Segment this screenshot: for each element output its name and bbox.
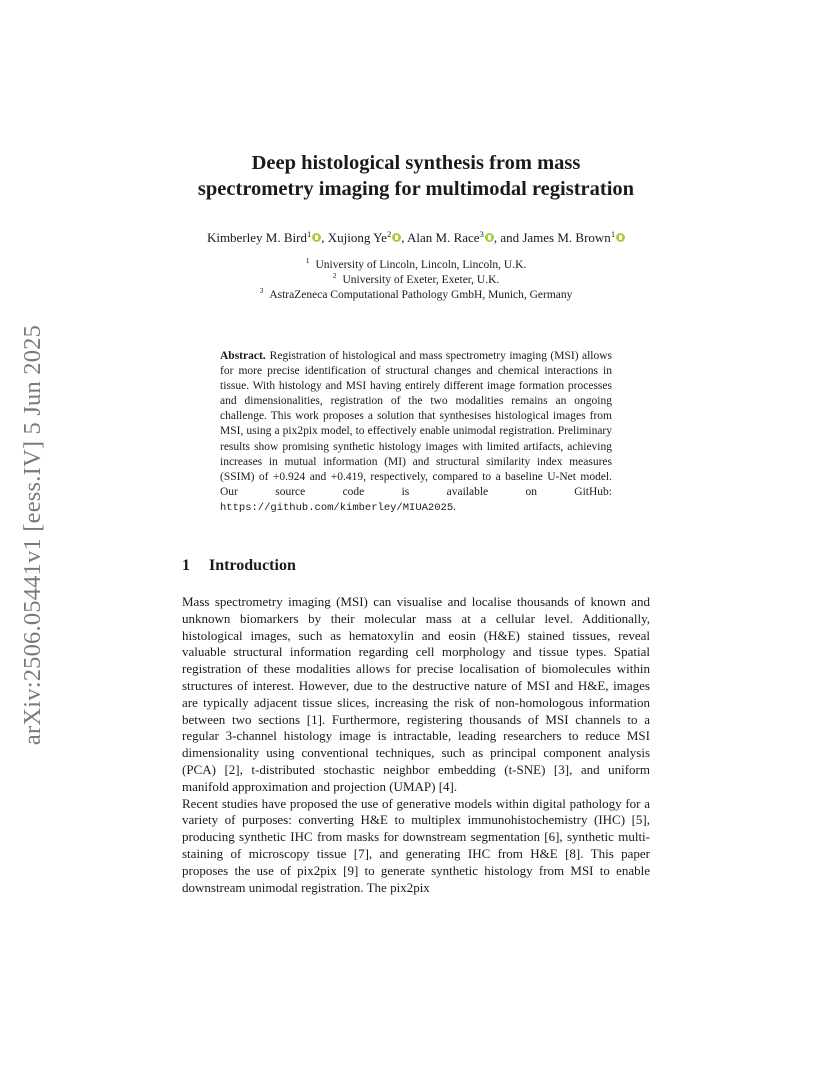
- author: Alan M. Race$^3$: [407, 230, 494, 245]
- orcid-icon[interactable]: [485, 233, 494, 242]
- section-title: Introduction: [209, 557, 296, 574]
- paragraph: Recent studies have proposed the use of generative models within digital pathology for a variety of purposes: converting H&E to multiplex immunohistochemistry (IHC) [5], producing synthetic IHC from masks for downstream segmentation [6], synthetic multi-staining of microscopy tissue [7], and generating IHC from H&E [8]. This paper proposes the use of pix2pix [9] to generate synthetic histology from MSI to enable downstream unimodal registration. The pix2pix: [182, 795, 650, 895]
- affiliation: $^1$ University of Lincoln, Lincoln, Lincoln, U.K.: [305, 256, 527, 271]
- author-affil-mark: 1: [306, 229, 312, 239]
- title-line-2: spectrometry imaging for multimodal registration: [197, 178, 635, 200]
- author-affil-mark: 1: [610, 229, 616, 239]
- abstract-label: Abstract.: [220, 350, 266, 362]
- github-link[interactable]: https://github.com/kimberley/MIUA2025: [220, 501, 454, 514]
- orcid-icon[interactable]: [312, 233, 321, 242]
- arxiv-identifier-stamp: [13, 300, 53, 770]
- author-separator: , and: [493, 230, 523, 245]
- author-separator: ,: [401, 230, 407, 245]
- section-heading: [182, 556, 296, 576]
- author-separator: ,: [321, 230, 328, 245]
- body-text: [182, 594, 650, 896]
- author-list: [140, 229, 692, 246]
- title-line-1: Deep histological synthesis from mass: [251, 152, 581, 174]
- paragraph: Mass spectrometry imaging (MSI) can visualise and localise thousands of known and unknown biomarkers by their molecular mass at a cellular level. Additionally, histological images, such as hematoxylin and eosin (H&E) stained tissues, reveal valuable structural information regarding cell morphology and tissue types. Spatial registration of these modalities allows for precise localisation of biomolecules within structures of interest. However, due to the destructive nature of MSI and H&E, images are typically adjacent tissue slices, increasing the risk of non-homologous information between two sections [1]. Furthermore, registering thousands of MSI channels to a regular 3-channel histology image is intractable, leading researchers to reduce MSI dimensionality using conventional techniques, such as principal component analysis (PCA) [2], t-distributed stochastic neighbor embedding (t-SNE) [3], and uniform manifold approximation and projection (UMAP) [4].: [182, 594, 650, 794]
- paper-title: [150, 150, 682, 202]
- affiliation: $^3$ AstraZeneca Computational Pathology GmbH, Munich, Germany: [259, 286, 573, 301]
- abstract-text: Registration of histological and mass spectrometry imaging (MSI) allows for more precise identification of structural changes and chemical interactions in tissue. With histology and MSI having entirely different image formation processes and dimensionalities, registration of the two modalities remains an ongoing challenge. This work proposes a solution that synthesises histological images from MSI, using a pix2pix model, to effectively enable unimodal registration. Preliminary results show promising synthetic histology images with limited artifacts, achieving increases in mutual information (MI) and structural similarity index measures (SSIM) of +0.924 and +0.419, respectively, compared to a baseline U-Net model. Our source code is available on GitHub:: [220, 350, 612, 498]
- section-number: 1: [182, 557, 190, 574]
- author-affil-mark: 2: [386, 229, 392, 239]
- author-affil-mark: 3: [479, 229, 484, 239]
- affiliation-list: [140, 258, 692, 303]
- author: James M. Brown$^1$: [522, 230, 625, 245]
- arxiv-identifier-text: arXiv:2506.05441v1 [eess.IV] 5 Jun 2025: [19, 324, 47, 746]
- orcid-icon[interactable]: [616, 233, 625, 242]
- author: Kimberley M. Bird$^1$: [207, 230, 321, 245]
- author: Xujiong Ye$^2$: [328, 230, 402, 245]
- orcid-icon[interactable]: [392, 233, 401, 242]
- abstract: [220, 349, 612, 516]
- abstract-end: .: [453, 500, 457, 513]
- affiliation: $^2$ University of Exeter, Exeter, U.K.: [332, 271, 500, 286]
